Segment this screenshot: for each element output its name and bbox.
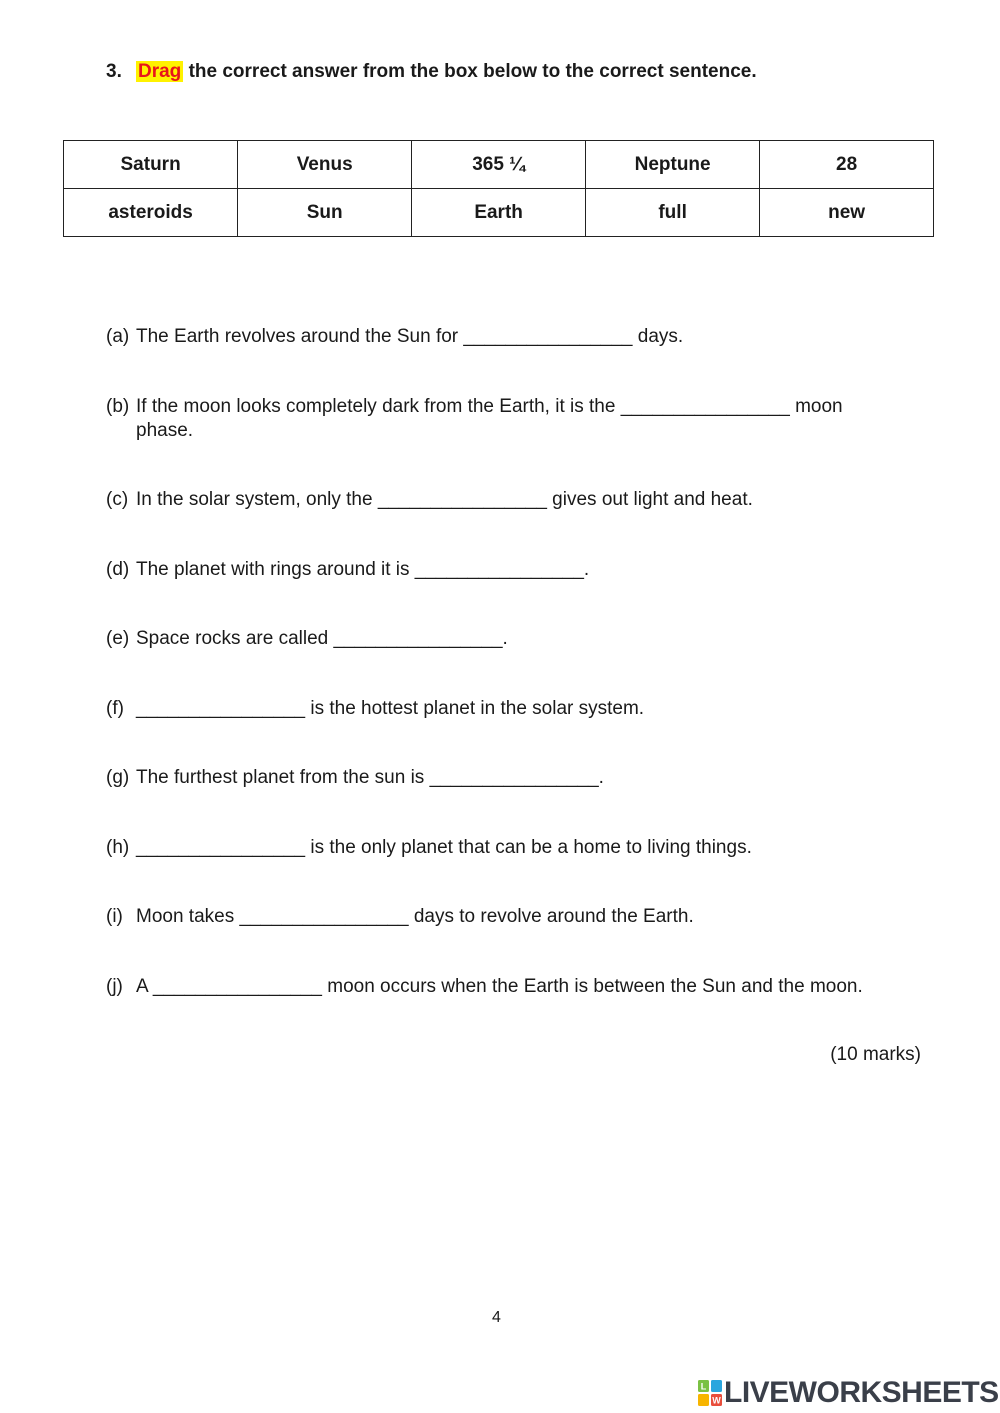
word-bank-row [64,141,934,189]
word-bank-row [64,189,934,237]
item-label: (i) [106,906,123,927]
item-text[interactable]: The furthest planet from the sun is ________________. [136,767,604,788]
word-bank-cell[interactable]: 28 [760,141,934,189]
item-text[interactable]: If the moon looks completely dark from the Earth, it is the ________________ moon [136,396,843,417]
question-item-i [106,905,906,929]
item-label: (h) [106,837,130,858]
item-label: (g) [106,767,130,788]
item-label: (a) [106,326,130,347]
question-item-h [106,836,906,860]
word-bank-cell[interactable]: 365 ¼ [412,141,586,189]
item-text[interactable]: ________________ is the hottest planet in the solar system. [136,698,645,719]
item-label: (e) [106,628,130,649]
word-bank-cell[interactable]: full [586,189,760,237]
word-bank-cell[interactable]: new [760,189,934,237]
question-item-d [106,558,906,582]
item-text[interactable]: In the solar system, only the ________________ gives out light and heat. [136,489,753,510]
brand-logo [698,1376,999,1410]
liveworksheets-logo-icon [698,1380,722,1406]
word-bank-cell[interactable]: Saturn [64,141,238,189]
logo-mark-letter: L [700,1381,707,1392]
marks-total: (10 marks) [830,1044,921,1065]
question-item-j [106,975,906,999]
item-text[interactable]: Space rocks are called ________________. [136,628,508,649]
question-item-c [106,488,906,512]
item-text[interactable]: The Earth revolves around the Sun for ________________ days. [136,326,684,347]
item-label: (j) [106,976,123,997]
question-item-g [106,766,906,790]
question-item-e [106,627,906,651]
item-continuation: phase. [136,420,194,441]
word-bank-cell[interactable]: Venus [238,141,412,189]
question-instruction: the correct answer from the box below to the correct sentence. [183,61,757,82]
item-label: (f) [106,698,124,719]
item-text[interactable]: ________________ is the only planet that can be a home to living things. [136,837,752,858]
brand-name: LIVEWORKSHEETS [724,1376,999,1409]
question-item-f [106,697,906,721]
highlight-word: Drag [138,61,182,82]
question-number: 3. [106,61,122,82]
item-label: (c) [106,489,129,510]
word-bank-cell[interactable]: Earth [412,189,586,237]
question-item-b [106,395,906,443]
word-bank-cell[interactable]: Neptune [586,141,760,189]
item-label: (b) [106,396,130,417]
word-bank-cell[interactable]: asteroids [64,189,238,237]
page-number: 4 [492,1309,501,1326]
item-text[interactable]: Moon takes ________________ days to revolve around the Earth. [136,906,694,927]
item-text[interactable]: A ________________ moon occurs when the Earth is between the Sun and the moon. [136,976,863,997]
word-bank-cell[interactable]: Sun [238,189,412,237]
logo-mark-letter: W [712,1395,721,1406]
item-label: (d) [106,559,130,580]
question-item-a [106,325,906,349]
question-heading [106,61,757,83]
item-text[interactable]: The planet with rings around it is ________________. [136,559,590,580]
word-bank [63,140,934,237]
